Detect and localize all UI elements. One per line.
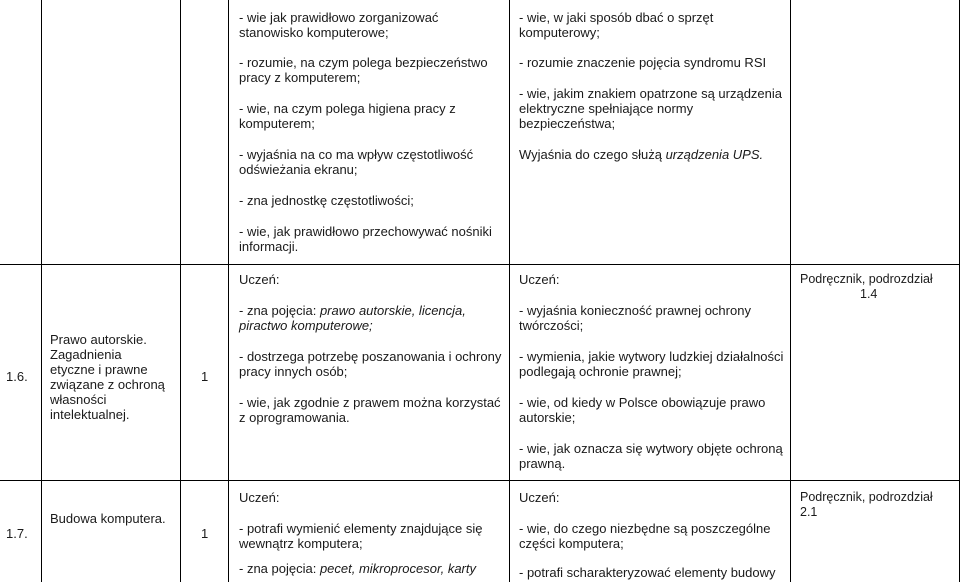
- hours-value: 1: [201, 526, 209, 541]
- text-italic: urządzenia UPS.: [665, 147, 764, 162]
- grid-line: [509, 0, 510, 582]
- text-line: informacji.: [239, 239, 299, 254]
- text-normal: - zna pojęcia:: [239, 303, 320, 318]
- text-line: - wymienia, jakie wytwory ludzkiej działalności: [519, 349, 784, 364]
- text-line: [239, 561, 476, 576]
- row-number: 1.7.: [6, 526, 28, 541]
- text-line: Uczeń:: [239, 272, 280, 287]
- text-line: własności: [50, 392, 107, 407]
- text-line: związane z ochroną: [50, 377, 165, 392]
- text-line: pracy z komputerem;: [239, 70, 361, 85]
- grid-line: [0, 480, 960, 481]
- text-line: komputerem;: [239, 116, 315, 131]
- text-line: - potrafi wymienić elementy znajdujące się: [239, 521, 483, 536]
- text-line: twórczości;: [519, 318, 584, 333]
- text-line: - wie, jak zgodnie z prawem można korzystać: [239, 395, 501, 410]
- text-line: Uczeń:: [519, 272, 560, 287]
- row-number: 1.6.: [6, 369, 28, 384]
- text-line: - potrafi scharakteryzować elementy budowy: [519, 565, 776, 580]
- text-line: intelektualnej.: [50, 407, 130, 422]
- text-line: - zna jednostkę częstotliwości;: [239, 193, 414, 208]
- text-italic: pecet, mikroprocesor, karty: [319, 561, 476, 576]
- text-line: z oprogramowania.: [239, 410, 350, 425]
- text-italic: prawo autorskie, licencja,: [319, 303, 466, 318]
- text-line: [519, 147, 763, 162]
- text-line: bezpieczeństwa;: [519, 116, 616, 131]
- grid-line: [41, 0, 42, 582]
- text-line: Podręcznik, podrozdział: [800, 272, 933, 286]
- grid-line: [180, 0, 181, 582]
- text-normal: Wyjaśnia do czego służą: [519, 147, 666, 162]
- text-line: autorskie;: [519, 410, 576, 425]
- text-line: odświeżania ekranu;: [239, 162, 358, 177]
- text-line: piractwo komputerowe;: [239, 318, 373, 333]
- text-line: - wie, na czym polega higiena pracy z: [239, 101, 456, 116]
- text-line: części komputera;: [519, 536, 624, 551]
- text-line: Uczeń:: [519, 490, 560, 505]
- text-line: [239, 303, 466, 318]
- text-line: pracy innych osób;: [239, 364, 348, 379]
- text-line: etyczne i prawne: [50, 362, 148, 377]
- text-line: wewnątrz komputera;: [239, 536, 363, 551]
- text-line: Podręcznik, podrozdział: [800, 490, 933, 504]
- text-line: - wie, jak oznacza się wytwory objęte ochroną: [519, 441, 783, 456]
- text-normal: - zna pojęcia:: [239, 561, 320, 576]
- grid-line: [228, 0, 229, 582]
- text-line: - wyjaśnia konieczność prawnej ochrony: [519, 303, 751, 318]
- text-line: 2.1: [800, 505, 818, 519]
- text-line: prawną.: [519, 456, 566, 471]
- text-line: 1.4: [860, 287, 878, 301]
- text-line: - wie jak prawidłowo zorganizować: [239, 10, 439, 25]
- text-line: podlegają ochronie prawnej;: [519, 364, 682, 379]
- text-line: - wie, w jaki sposób dbać o sprzęt: [519, 10, 714, 25]
- text-line: - wyjaśnia na co ma wpływ częstotliwość: [239, 147, 474, 162]
- text-line: - rozumie, na czym polega bezpieczeństwo: [239, 55, 488, 70]
- row-17-topic: Budowa komputera.: [50, 511, 166, 526]
- text-line: - dostrzega potrzebę poszanowania i ochrony: [239, 349, 502, 364]
- grid-line: [0, 264, 960, 265]
- text-line: komputerowy;: [519, 25, 600, 40]
- hours-value: 1: [201, 369, 209, 384]
- grid-line: [790, 0, 791, 582]
- text-line: - wie, od kiedy w Polsce obowiązuje prawo: [519, 395, 766, 410]
- text-line: elektryczne spełniające normy: [519, 101, 694, 116]
- text-line: Uczeń:: [239, 490, 280, 505]
- text-line: - rozumie znaczenie pojęcia syndromu RSI: [519, 55, 767, 70]
- text-line: Zagadnienia: [50, 347, 122, 362]
- text-line: - wie, do czego niezbędne są poszczególne: [519, 521, 771, 536]
- text-line: - wie, jakim znakiem opatrzone są urządzenia: [519, 86, 783, 101]
- text-line: - wie, jak prawidłowo przechowywać nośniki: [239, 224, 492, 239]
- text-line: stanowisko komputerowe;: [239, 25, 389, 40]
- text-line: Prawo autorskie.: [50, 332, 147, 347]
